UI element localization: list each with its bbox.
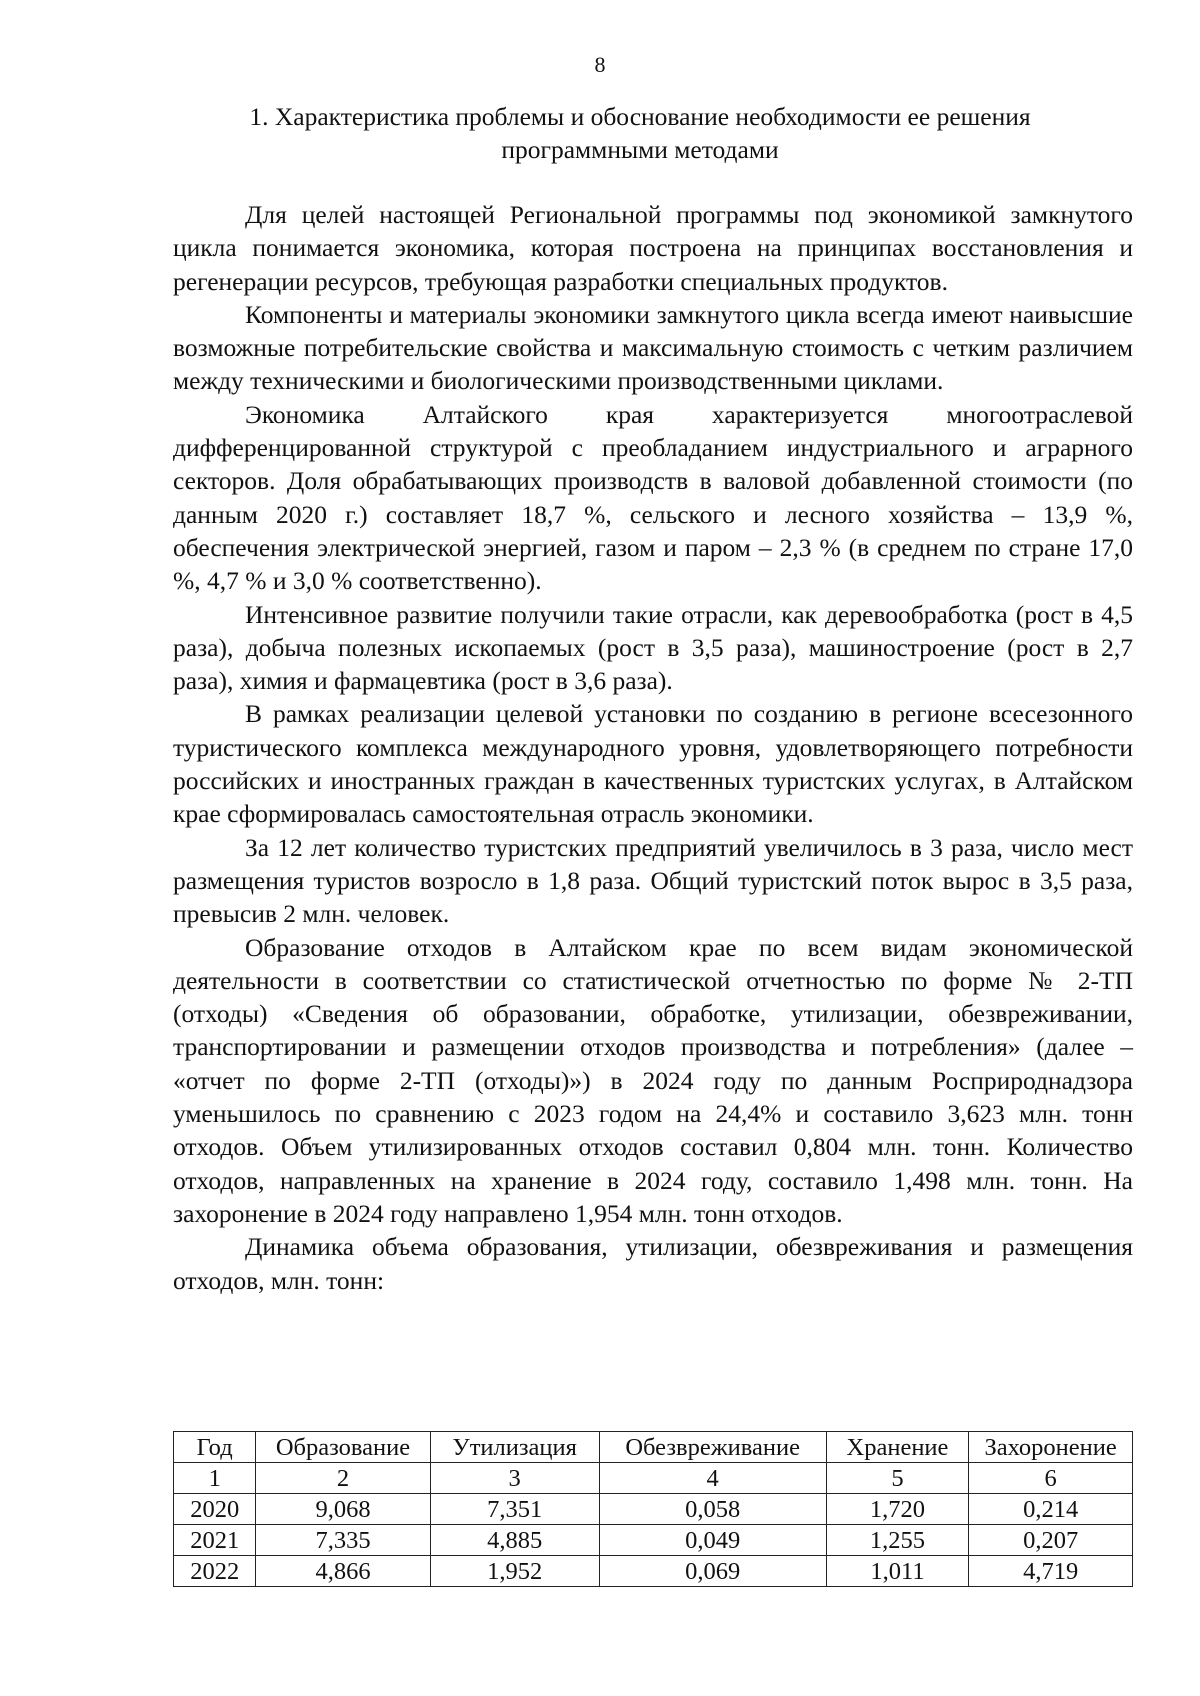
table-cell: 9,068: [256, 1494, 430, 1525]
table-cell: 0,214: [969, 1494, 1133, 1525]
header-cell-generation: Образование: [256, 1432, 430, 1463]
header-cell-storage: Хранение: [826, 1432, 969, 1463]
table-cell: 2: [256, 1463, 430, 1494]
header-cell-neutralization: Обезвреживание: [599, 1432, 826, 1463]
table-cell: 5: [826, 1463, 969, 1494]
table-cell: 6: [969, 1463, 1133, 1494]
table-cell: 1,952: [430, 1556, 599, 1587]
paragraph: Для целей настоящей Региональной программы под экономикой замкнутого цикла понимается экономика, которая построена на принципах восстановления и регенерации ресурсов, требующая разработки специальных продуктов.: [173, 200, 1133, 296]
table-cell: 4,885: [430, 1525, 599, 1556]
header-cell-year: Год: [174, 1432, 256, 1463]
table-cell: 7,335: [256, 1525, 430, 1556]
table-cell: 1,011: [826, 1556, 969, 1587]
header-cell-burial: Захоронение: [969, 1432, 1133, 1463]
table-cell: 2022: [174, 1556, 256, 1587]
table-row: [174, 1494, 1133, 1525]
table-cell: 1: [174, 1463, 256, 1494]
body-text: [173, 198, 1133, 1297]
paragraph: Экономика Алтайского края характеризуется многоотраслевой дифференцированной структурой с преобладанием индустриального и аграрного секторов. Доля обрабатывающих производств в валовой добавленной стоимости (по данным 2020 г.) составляет 18,7 %, сельского и лесного хозяйства – 13,9 %, обеспечения электрической энергией, газом и паром – 2,3 % (в среднем по стране 17,0 %, 4,7 % и 3,0 % соответственно).: [173, 399, 1133, 596]
table-cell: 4,866: [256, 1556, 430, 1587]
section-heading: [180, 100, 1100, 166]
page-number: 8: [594, 52, 606, 77]
table-cell: 4: [599, 1463, 826, 1494]
table-cell: 2021: [174, 1525, 256, 1556]
table-cell: 1,255: [826, 1525, 969, 1556]
paragraph: Компоненты и материалы экономики замкнутого цикла всегда имеют наивысшие возможные потребительские свойства и максимальную стоимость с четким различием между техническими и биологическими производственными циклами.: [173, 299, 1133, 396]
table-row: [174, 1556, 1133, 1587]
table-cell: 0,058: [599, 1494, 826, 1525]
table-numbering-row: [174, 1463, 1133, 1494]
table-caption: Динамика объема образования, утилизации, обезвреживания и размещения отходов, млн. тонн:: [173, 1232, 1133, 1295]
table-cell: 0,207: [969, 1525, 1133, 1556]
paragraph: Образование отходов в Алтайском крае по всем видам экономической деятельности в соответствии со статистической отчетностью по форме № 2-ТП (отходы) «Сведения об образовании, обработке, утилизации, обезвреживании, транспортировании и размещении отходов производства и потребления» (далее – «отчет по форме 2-ТП (отходы)») в 2024 году по данным Росприроднадзора уменьшилось по сравнению с 2023 годом на 24,4% и составило 3,623 млн. тонн отходов. Объем утилизированных отходов составил 0,804 млн. тонн. Количество отходов, направленных на хранение в 2024 году, составило 1,498 млн. тонн. На захоронение в 2024 году направлено 1,954 млн. тонн отходов.: [173, 932, 1133, 1228]
table-cell: 0,049: [599, 1525, 826, 1556]
section-heading-line2: программными методами: [501, 135, 779, 164]
paragraph: В рамках реализации целевой установки по созданию в регионе всесезонного туристического комплекса международного уровня, удовлетворяющего потребности российских и иностранных граждан в качественных туристских услугах, в Алтайском крае сформировалась самостоятельная отрасль экономики.: [173, 699, 1133, 829]
table-cell: 2020: [174, 1494, 256, 1525]
table-cell: 0,069: [599, 1556, 826, 1587]
table-header-row: [174, 1432, 1133, 1463]
table-row: [174, 1525, 1133, 1556]
waste-dynamics-table: [173, 1431, 1133, 1587]
section-heading-line1: 1. Характеристика проблемы и обоснование необходимости ее решения: [249, 102, 1031, 131]
table-cell: 4,719: [969, 1556, 1133, 1587]
paragraph: Интенсивное развитие получили такие отрасли, как деревообработка (рост в 4,5 раза), добыча полезных ископаемых (рост в 3,5 раза), машиностроение (рост в 2,7 раза), химия и фармацевтика (рост в 3,6 раза).: [173, 599, 1133, 696]
header-cell-utilization: Утилизация: [430, 1432, 599, 1463]
table-cell: 3: [430, 1463, 599, 1494]
table-cell: 7,351: [430, 1494, 599, 1525]
table-cell: 1,720: [826, 1494, 969, 1525]
paragraph: За 12 лет количество туристских предприятий увеличилось в 3 раза, число мест размещения туристов возросло в 1,8 раза. Общий туристский поток вырос в 3,5 раза, превысив 2 млн. человек.: [173, 832, 1133, 929]
